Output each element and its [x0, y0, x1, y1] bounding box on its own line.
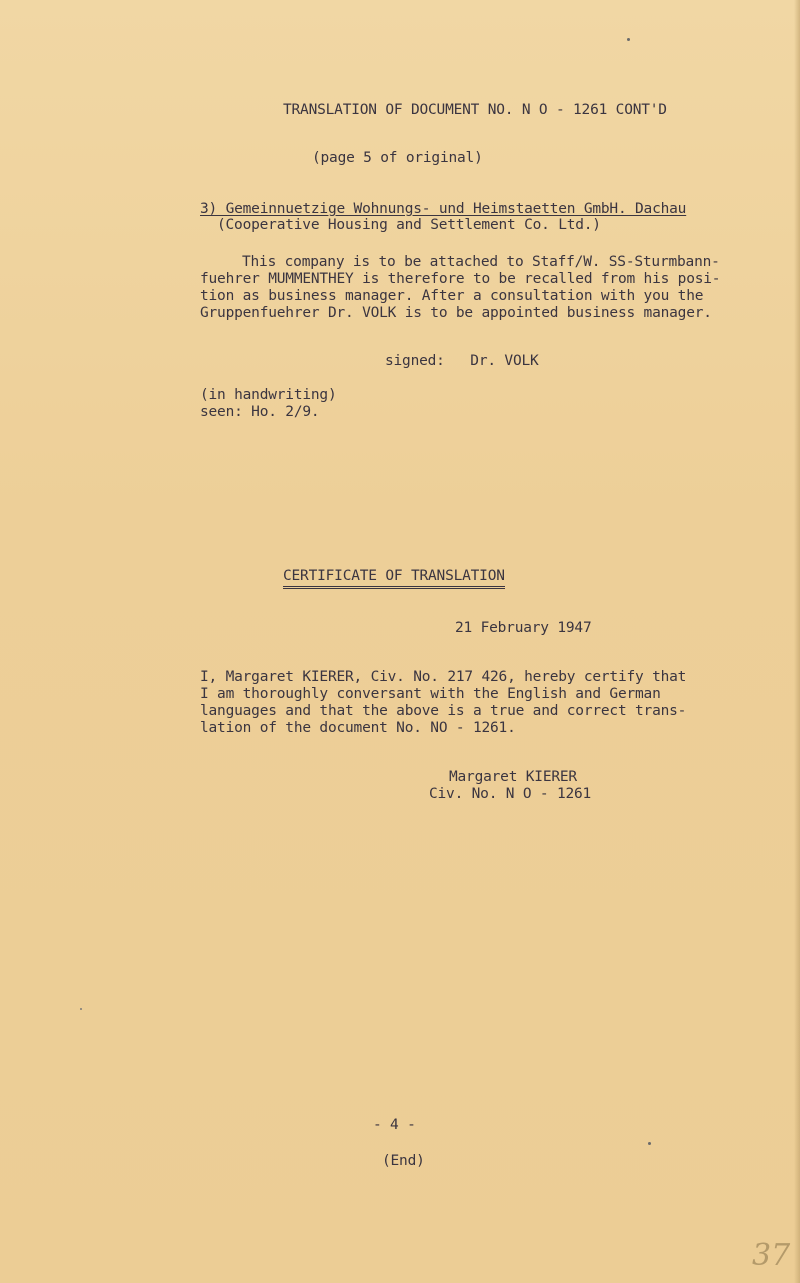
page-number: - 4 -: [373, 1117, 416, 1133]
paper-speck: [648, 1142, 651, 1145]
paper-speck: [627, 38, 630, 41]
certificate-title: CERTIFICATE OF TRANSLATION: [283, 567, 505, 589]
certificate-line-1: I, Margaret KIERER, Civ. No. 217 426, hereby certify that: [200, 669, 687, 685]
paper-speck: [80, 1008, 82, 1010]
page-edge-shadow: [794, 0, 800, 1283]
certificate-line-3: languages and that the above is a true and correct trans-: [200, 703, 687, 719]
body-line-4: Gruppenfuehrer Dr. VOLK is to be appointed business manager.: [200, 305, 712, 321]
signature-civ-number: Civ. No. N O - 1261: [429, 786, 592, 802]
handwritten-page-number: 37: [752, 1238, 791, 1273]
seen-note: seen: Ho. 2/9.: [200, 404, 320, 420]
signature-name: Margaret KIERER: [449, 769, 577, 785]
end-marker: (End): [382, 1153, 425, 1169]
body-line-2: fuehrer MUMMENTHEY is therefore to be recalled from his posi-: [200, 271, 721, 287]
signed-line: signed: Dr. VOLK: [385, 353, 539, 369]
certificate-date: 21 February 1947: [455, 620, 592, 636]
page-reference: (page 5 of original): [312, 150, 483, 166]
body-line-3: tion as business manager. After a consultation with you the: [200, 288, 704, 304]
certificate-line-4: lation of the document No. NO - 1261.: [200, 720, 516, 736]
body-line-1: This company is to be attached to Staff/W. SS-Sturmbann-: [242, 254, 720, 270]
section-heading: 3) Gemeinnuetzige Wohnungs- und Heimstaetten GmbH. Dachau: [200, 201, 687, 217]
document-title: TRANSLATION OF DOCUMENT NO. N O - 1261 CONT'D: [283, 102, 667, 118]
handwriting-note: (in handwriting): [200, 387, 337, 403]
certificate-line-2: I am thoroughly conversant with the English and German: [200, 686, 661, 702]
section-subheading: (Cooperative Housing and Settlement Co. Ltd.): [217, 217, 601, 233]
